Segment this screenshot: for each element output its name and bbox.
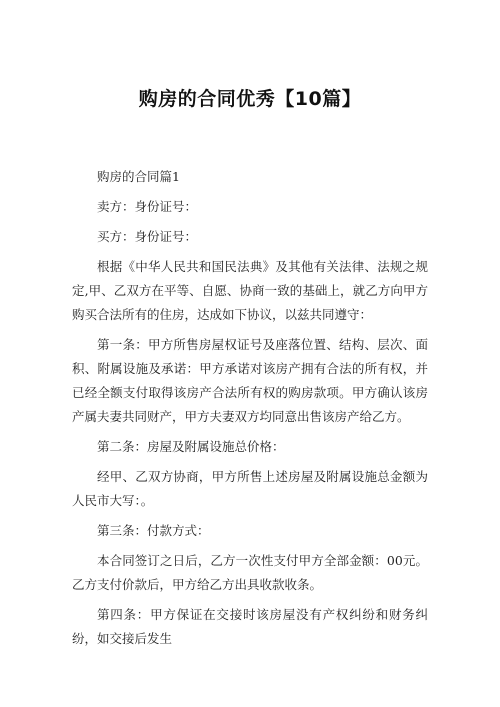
article-1-paragraph: 第一条：甲方所售房屋权证号及座落位置、结构、层次、面积、附属设施及承诺：甲方承诺对该房产拥有合法的所有权，并已经全额支付取得该房产合法所有权的购房款项。甲方确认该房产属夫妻共同财产，甲方夫妻双方均同意出售该房产给乙方。 [72,337,428,424]
article-4-paragraph: 第四条：甲方保证在交接时该房屋没有产权纠纷和财务纠纷，如交接后发生 [72,607,428,646]
preamble-paragraph: 根据《中华人民共和国民法典》及其他有关法律、法规之规定,甲、乙双方在平等、自愿、协商一致的基础上，就乙方向甲方购买合法所有的住房，达成如下协议，以兹共同遵守： [72,259,428,322]
buyer-line: 买方：身份证号： [97,229,198,244]
article-2-paragraph: 经甲、乙双方协商，甲方所售上述房屋及附属设施总金额为人民市大写：。 [72,469,428,508]
document-body [72,165,428,657]
page-title: 购房的合同优秀【10篇】 [138,88,362,110]
article-3-paragraph: 本合同签订之日后，乙方一次性支付甲方全部金额：00元。乙方支付价款后，甲方给乙方出具收款收条。 [72,553,428,592]
article-3-heading: 第三条：付款方式： [97,523,210,538]
article-2-heading: 第二条：房屋及附属设施总价格： [97,439,285,454]
section-heading: 购房的合同篇1 [97,169,180,184]
seller-line: 卖方：身份证号： [97,199,198,214]
